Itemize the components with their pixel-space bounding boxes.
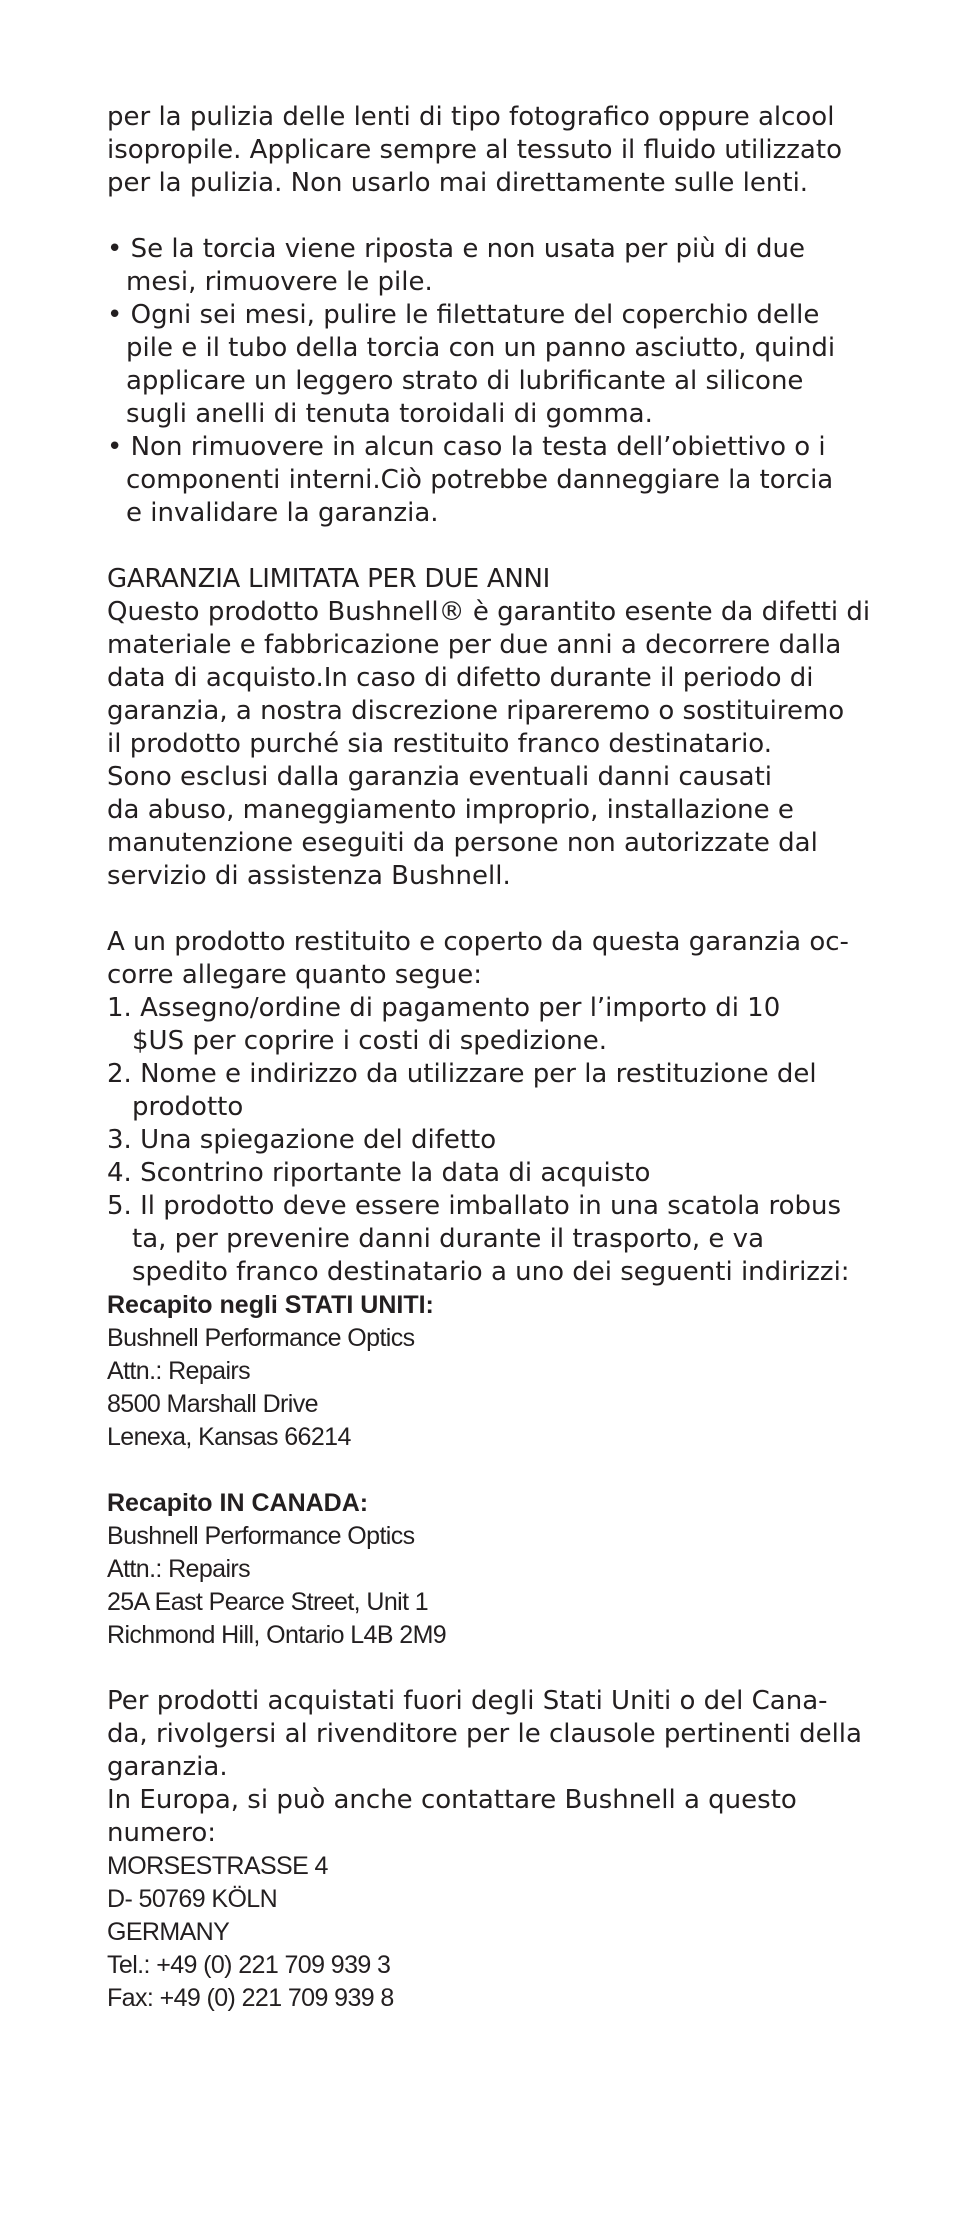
manual-page xyxy=(107,101,907,2015)
spacer xyxy=(107,1652,907,1685)
text-line: mesi, rimuovere le pile. xyxy=(126,267,433,297)
text-line: il prodotto purché sia restituito franco destinatario. xyxy=(107,729,773,759)
text-line: componenti interni.Ciò potrebbe danneggiare la torcia xyxy=(126,465,834,495)
spacer xyxy=(107,530,907,563)
text-line: isopropile. Applicare sempre al tessuto il fluido utilizzato xyxy=(107,135,842,165)
address-line: Bushnell Performance Optics xyxy=(107,1522,415,1550)
text-line: 1. Assegno/ordine di pagamento per l’importo di 10 xyxy=(107,993,781,1023)
address-line: 25A East Pearce Street, Unit 1 xyxy=(107,1588,429,1616)
international-section xyxy=(107,1685,907,1850)
text-line: garanzia, a nostra discrezione ripareremo o sostituiremo xyxy=(107,696,845,726)
text-line: pile e il tubo della torcia con un panno asciutto, quindi xyxy=(126,333,836,363)
text-line: materiale e fabbricazione per due anni a decorrere dalla xyxy=(107,630,842,660)
address-line: Attn.: Repairs xyxy=(107,1555,251,1583)
text-line: • Ogni sei mesi, pulire le filettature del coperchio delle xyxy=(107,300,820,330)
returns-section xyxy=(107,926,907,1289)
text-line: 4. Scontrino riportante la data di acquisto xyxy=(107,1158,651,1188)
text-line: servizio di assistenza Bushnell. xyxy=(107,861,511,891)
text-line: numero: xyxy=(107,1818,217,1848)
address-line: Bushnell Performance Optics xyxy=(107,1324,415,1352)
address-line: D- 50769 KÖLN xyxy=(107,1885,278,1913)
list-item xyxy=(107,1190,907,1289)
bullet-item xyxy=(107,431,907,530)
us-address-block xyxy=(107,1289,907,1454)
spacer xyxy=(107,200,907,233)
text-line: manutenzione eseguiti da persone non autorizzate dal xyxy=(107,828,818,858)
text-line: Sono esclusi dalla garanzia eventuali danni causati xyxy=(107,762,772,792)
text-line: garanzia. xyxy=(107,1752,228,1782)
phone-line: Tel.: +49 (0) 221 709 939 3 xyxy=(107,1951,391,1979)
text-line: per la pulizia delle lenti di tipo fotografico oppure alcool xyxy=(107,102,835,132)
text-line: applicare un leggero strato di lubrificante al silicone xyxy=(126,366,804,396)
numbered-list xyxy=(107,992,907,1289)
canada-address-heading: Recapito IN CANADA: xyxy=(107,1489,369,1517)
text-line: 5. Il prodotto deve essere imballato in una scatola robus xyxy=(107,1191,842,1221)
spacer xyxy=(107,893,907,926)
text-line: In Europa, si può anche contattare Bushnell a questo xyxy=(107,1785,797,1815)
text-line: data di acquisto.In caso di difetto durante il periodo di xyxy=(107,663,814,693)
text-line: Per prodotti acquistati fuori degli Stati Uniti o del Cana- xyxy=(107,1686,828,1716)
text-line: per la pulizia. Non usarlo mai direttamente sulle lenti. xyxy=(107,168,809,198)
text-line: e invalidare la garanzia. xyxy=(126,498,439,528)
text-line: sugli anelli di tenuta toroidali di gomma. xyxy=(126,399,653,429)
address-line: Lenexa, Kansas 66214 xyxy=(107,1423,351,1451)
europe-address-block xyxy=(107,1850,907,2015)
list-item xyxy=(107,992,907,1058)
us-address-heading: Recapito negli STATI UNITI: xyxy=(107,1291,434,1319)
warranty-heading: GARANZIA LIMITATA PER DUE ANNI xyxy=(107,564,551,594)
address-line: Attn.: Repairs xyxy=(107,1357,251,1385)
text-line: 3. Una spiegazione del difetto xyxy=(107,1125,497,1155)
bullet-item xyxy=(107,299,907,431)
text-line: $US per coprire i costi di spedizione. xyxy=(132,1026,607,1056)
fax-line: Fax: +49 (0) 221 709 939 8 xyxy=(107,1984,394,2012)
text-line: corre allegare quanto segue: xyxy=(107,960,483,990)
text-line: da abuso, maneggiamento improprio, installazione e xyxy=(107,795,794,825)
text-line: • Non rimuovere in alcun caso la testa dell’obiettivo o i xyxy=(107,432,826,462)
text-line: Questo prodotto Bushnell® è garantito esente da difetti di xyxy=(107,597,871,627)
address-line: 8500 Marshall Drive xyxy=(107,1390,318,1418)
address-line: MORSESTRASSE 4 xyxy=(107,1852,328,1880)
text-line: ta, per prevenire danni durante il trasporto, e va xyxy=(132,1224,764,1254)
text-line: prodotto xyxy=(132,1092,244,1122)
text-line: da, rivolgersi al rivenditore per le clausole pertinenti della xyxy=(107,1719,862,1749)
list-item xyxy=(107,1157,907,1190)
text-line: spedito franco destinatario a uno dei seguenti indirizzi: xyxy=(132,1257,850,1287)
address-line: Richmond Hill, Ontario L4B 2M9 xyxy=(107,1621,447,1649)
warranty-section xyxy=(107,563,907,893)
lens-cleaning-paragraph xyxy=(107,101,907,200)
maintenance-bullet-list xyxy=(107,233,907,530)
bullet-item xyxy=(107,233,907,299)
list-item xyxy=(107,1124,907,1157)
list-item xyxy=(107,1058,907,1124)
text-line: A un prodotto restituito e coperto da questa garanzia oc- xyxy=(107,927,849,957)
canada-address-block xyxy=(107,1487,907,1652)
text-line: • Se la torcia viene riposta e non usata per più di due xyxy=(107,234,805,264)
text-line: 2. Nome e indirizzo da utilizzare per la restituzione del xyxy=(107,1059,817,1089)
address-line: GERMANY xyxy=(107,1918,230,1946)
spacer xyxy=(107,1454,907,1487)
